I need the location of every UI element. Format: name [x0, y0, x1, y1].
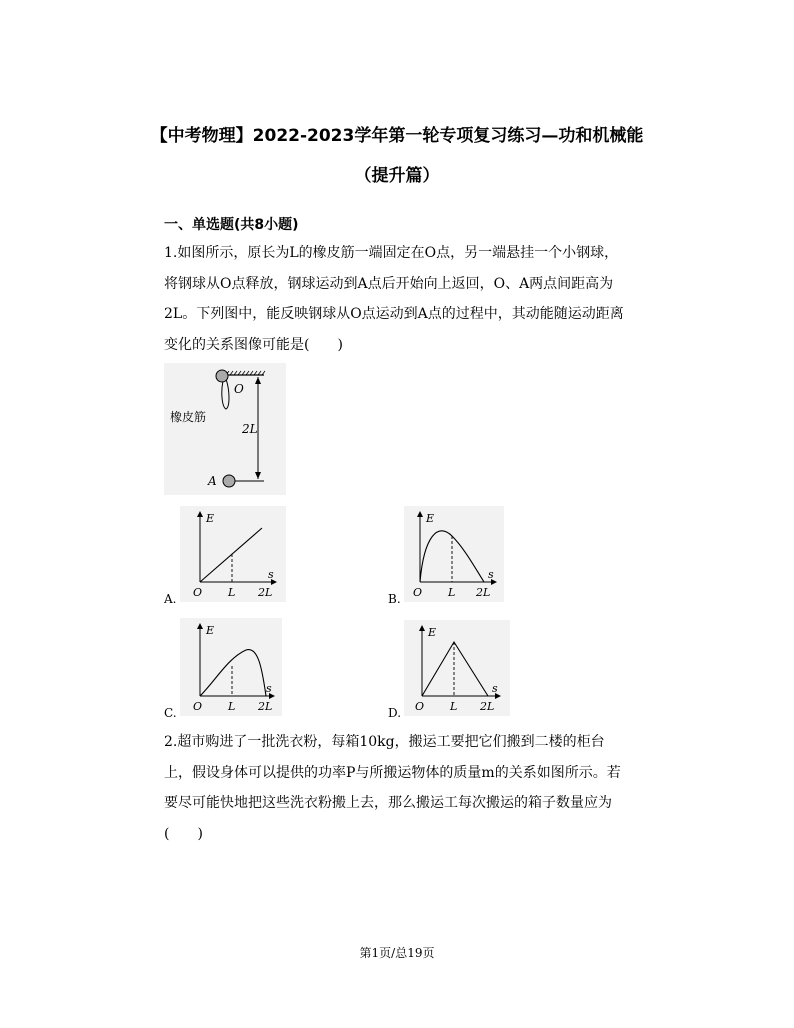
axis-s: s	[488, 568, 494, 581]
label-rubber-band: 橡皮筋	[170, 410, 207, 424]
tick-l: L	[228, 700, 236, 713]
axis-e: E	[206, 624, 215, 637]
tick-2l: 2L	[258, 586, 273, 599]
tick-l: L	[450, 700, 458, 713]
tick-o: O	[415, 700, 425, 713]
tick-o: O	[193, 586, 203, 599]
option-a-label[interactable]: A.	[164, 592, 177, 606]
section-heading: 一、单选题(共8小题)	[164, 217, 299, 233]
question-2-text: 2.超市购进了一批洗衣粉，每箱10kg，搬运工要把它们搬到二楼的柜台上，假设身体可以提供的功率P与所搬运物体的质量m的关系如图所示。若要尽可能快地把这些洗衣粉搬上去，那么搬运工每次搬运的箱子数量应为( )	[164, 734, 621, 842]
option-c-label[interactable]: C.	[164, 706, 177, 720]
label-o: O	[234, 382, 244, 396]
tick-l: L	[448, 586, 456, 599]
label-2l: 2L	[242, 422, 258, 436]
question-1-text: 1.如图所示，原长为L的橡皮筋一端固定在O点，另一端悬挂一个小钢球，将钢球从O点释放，钢球运动到A点后开始向上返回，O、A两点间距高为2L。下列图中，能反映钢球从O点运动到A点的过程中，其动能随运动距离变化的关系图像可能是( )	[164, 245, 624, 353]
axis-e: E	[206, 512, 215, 525]
page-footer: 第1页/总19页	[359, 946, 435, 960]
option-d-graph[interactable]	[404, 620, 510, 716]
label-a: A	[208, 474, 217, 488]
axis-e: E	[426, 512, 435, 525]
option-b-graph[interactable]	[404, 506, 504, 602]
tick-o: O	[193, 700, 203, 713]
tick-l: L	[228, 586, 236, 599]
option-a-graph[interactable]	[180, 506, 286, 602]
option-c-graph[interactable]	[180, 618, 282, 716]
tick-o: O	[413, 586, 423, 599]
option-d-label[interactable]: D.	[388, 706, 402, 720]
axis-s: s	[268, 568, 274, 581]
tick-2l: 2L	[480, 700, 495, 713]
document-title: 【中考物理】2022-2023学年第一轮专项复习练习—功和机械能	[150, 126, 644, 146]
axis-s: s	[492, 682, 498, 695]
document-subtitle: （提升篇）	[354, 166, 440, 186]
tick-2l: 2L	[476, 586, 491, 599]
option-b-label[interactable]: B.	[388, 592, 401, 606]
axis-s: s	[266, 682, 272, 695]
axis-e: E	[428, 626, 437, 639]
question-1-figure	[164, 363, 286, 495]
tick-2l: 2L	[258, 700, 273, 713]
